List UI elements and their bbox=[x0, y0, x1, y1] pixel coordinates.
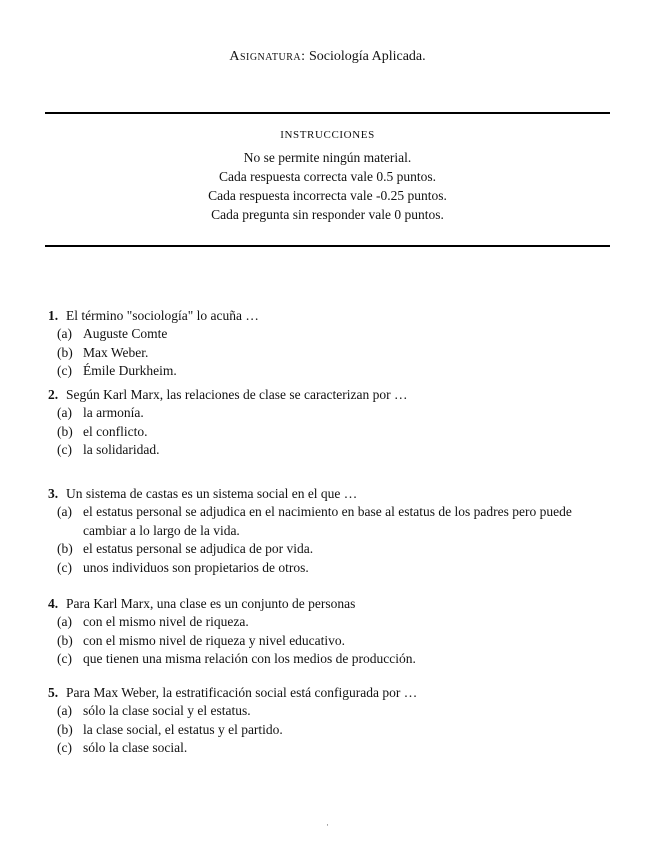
question-stem bbox=[48, 594, 613, 613]
answer-option[interactable] bbox=[48, 613, 613, 632]
subject-name: Sociología Aplicada. bbox=[309, 49, 426, 64]
question-3 bbox=[48, 484, 613, 577]
option-label: (b) bbox=[57, 423, 73, 439]
question-text: Un sistema de castas es un sistema social en el que … bbox=[66, 486, 358, 501]
question-text: Según Karl Marx, las relaciones de clase se caracterizan por … bbox=[66, 387, 408, 402]
option-text: Émile Durkheim. bbox=[83, 363, 177, 379]
answer-option[interactable] bbox=[48, 739, 613, 758]
option-text: sólo la clase social. bbox=[83, 740, 188, 756]
question-number: 5. bbox=[48, 685, 59, 700]
question-number: 4. bbox=[48, 596, 59, 611]
answer-option[interactable] bbox=[48, 559, 613, 578]
option-label: (a) bbox=[57, 703, 72, 718]
option-label: (a) bbox=[57, 614, 72, 629]
question-4 bbox=[48, 594, 613, 669]
option-label: (c) bbox=[57, 442, 72, 458]
option-text: el estatus personal se adjudica en el nacimiento en base al estatus de los padres pero puede cambiar a lo largo de la vida. bbox=[83, 504, 572, 538]
option-label: (c) bbox=[57, 740, 72, 756]
option-label: (c) bbox=[57, 363, 72, 379]
answer-option[interactable] bbox=[48, 362, 613, 381]
top-rule bbox=[45, 112, 610, 114]
answer-option[interactable] bbox=[48, 325, 613, 344]
instructions-title: INSTRUCCIONES bbox=[280, 129, 375, 141]
option-label: (c) bbox=[57, 651, 72, 667]
question-stem bbox=[48, 385, 613, 404]
question-1 bbox=[48, 306, 613, 381]
instruction-line: No se permite ningún material. bbox=[243, 150, 412, 165]
option-text: con el mismo nivel de riqueza y nivel educativo. bbox=[83, 632, 346, 648]
option-text: que tienen una misma relación con los medios de producción. bbox=[83, 651, 416, 667]
exam-header bbox=[0, 49, 655, 65]
instruction-line: Cada pregunta sin responder vale 0 puntos. bbox=[211, 207, 444, 222]
answer-option[interactable] bbox=[48, 721, 613, 740]
answer-option[interactable] bbox=[48, 632, 613, 651]
question-stem bbox=[48, 484, 613, 503]
answer-option[interactable] bbox=[48, 540, 613, 559]
option-label: (b) bbox=[57, 721, 73, 737]
question-text: Para Max Weber, la estratificación social está configurada por … bbox=[66, 685, 418, 700]
option-text: la clase social, el estatus y el partido. bbox=[83, 721, 283, 737]
answer-option[interactable] bbox=[48, 650, 613, 669]
option-label: (a) bbox=[57, 326, 72, 341]
option-label: (c) bbox=[57, 559, 72, 575]
option-text: la armonía. bbox=[83, 405, 144, 420]
answer-option[interactable] bbox=[48, 404, 613, 423]
question-text: El término "sociología" lo acuña … bbox=[66, 308, 259, 323]
bottom-rule bbox=[45, 245, 610, 247]
question-text: Para Karl Marx, una clase es un conjunto de personas bbox=[66, 596, 356, 611]
option-text: unos individuos son propietarios de otros. bbox=[83, 559, 309, 575]
option-text: Max Weber. bbox=[83, 344, 149, 360]
instructions-block bbox=[0, 126, 655, 224]
option-label: (b) bbox=[57, 632, 73, 648]
question-stem bbox=[48, 306, 613, 325]
answer-option[interactable] bbox=[48, 503, 613, 540]
option-label: (a) bbox=[57, 504, 72, 519]
answer-option[interactable] bbox=[48, 423, 613, 442]
answer-option[interactable] bbox=[48, 441, 613, 460]
question-number: 3. bbox=[48, 486, 59, 501]
option-text: la solidaridad. bbox=[83, 442, 160, 458]
page-marker: · bbox=[326, 820, 329, 830]
question-number: 2. bbox=[48, 387, 59, 402]
answer-option[interactable] bbox=[48, 702, 613, 721]
instruction-line: Cada respuesta correcta vale 0.5 puntos. bbox=[218, 169, 437, 184]
question-2 bbox=[48, 385, 613, 460]
option-label: (a) bbox=[57, 405, 72, 420]
question-5 bbox=[48, 683, 613, 758]
answer-option[interactable] bbox=[48, 344, 613, 363]
question-number: 1. bbox=[48, 308, 59, 323]
option-label: (b) bbox=[57, 541, 73, 557]
option-text: sólo la clase social y el estatus. bbox=[83, 703, 251, 718]
instruction-line: Cada respuesta incorrecta vale -0.25 puntos. bbox=[208, 188, 447, 203]
option-text: Auguste Comte bbox=[83, 326, 168, 341]
question-stem bbox=[48, 683, 613, 702]
option-text: con el mismo nivel de riqueza. bbox=[83, 614, 249, 629]
option-text: el estatus personal se adjudica de por vida. bbox=[83, 541, 314, 557]
option-text: el conflicto. bbox=[83, 423, 148, 439]
subject-label: Asignatura: bbox=[229, 49, 306, 64]
option-label: (b) bbox=[57, 344, 73, 360]
